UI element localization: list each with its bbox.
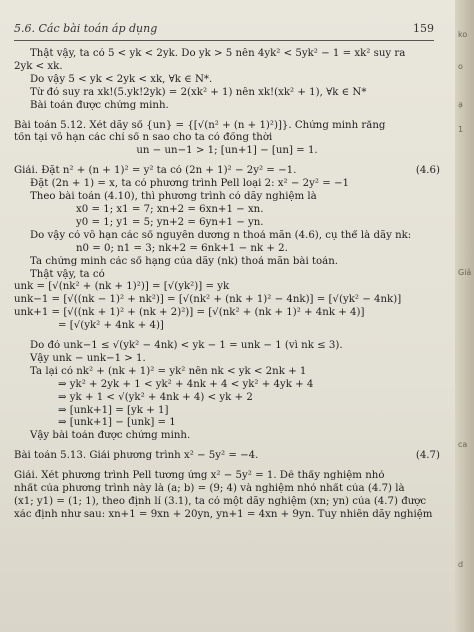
text-line: unk+1 = [√((nk + 1)² + (nk + 2)²)] = [√(nk² + (nk + 1)² + 4nk + 4)] [14, 307, 365, 319]
line-gap [14, 333, 440, 340]
text-line: Do đó unk−1 ≤ √(yk² − 4nk) < yk − 1 = unk − 1 (vì nk ≤ 3). [30, 340, 343, 352]
text-line: xác định như sau: xn+1 = 9xn + 20yn, yn+1 = 4xn + 9yn. Tuy nhiên dãy nghiệm [14, 508, 433, 520]
line-gap [14, 158, 440, 165]
text-line: Thật vậy, ta có [30, 268, 105, 280]
edge-mark: d [458, 560, 464, 569]
text-line: Ta lại có nk² + (nk + 1)² = yk² nên nk < yk < 2nk + 1 [30, 365, 307, 377]
line-gap [14, 113, 440, 120]
text-line: Bài toán 5.12. Xét dãy số {un} = {[√(n² + (n + 1)²)]}. Chứng minh rằng [14, 119, 386, 131]
section-title: 5.6. Các bài toán áp dụng [14, 22, 158, 35]
text-line: n0 = 0; n1 = 3; nk+2 = 6nk+1 − nk + 2. [76, 242, 288, 254]
text-line: Thật vậy, ta có 5 < yk < 2yk. Do yk > 5 nên 4yk² < 5yk² − 1 = xk² suy ra [30, 48, 406, 59]
text-line: = [√(yk² + 4nk + 4)] [58, 320, 164, 332]
edge-mark: ạ [458, 100, 463, 109]
text-line: ⇒ yk + 1 < √(yk² + 4nk + 4) < yk + 2 [58, 391, 253, 403]
text-line: unk = [√(nk² + (nk + 1)²)] = [√(yk²)] = yk [14, 281, 230, 293]
text-line [14, 165, 440, 178]
line-gap [14, 443, 440, 450]
line-gap [14, 463, 440, 470]
equation-tag: (4.6) [415, 165, 440, 177]
text-line: Vậy unk − unk−1 > 1. [30, 352, 146, 364]
page-header [14, 22, 434, 41]
text-line: ⇒ [unk+1] − [unk] = 1 [58, 417, 176, 429]
edge-mark: 1 [458, 125, 464, 134]
text-line: Đặt (2n + 1) = x, ta có phương trình Pell loại 2: x² − 2y² = −1 [30, 178, 350, 190]
text-line: (x1; y1) = (1; 1), theo định lí (3.1), ta có một dãy nghiệm (xn; yn) của (4.7) được [14, 496, 427, 507]
page-number: 159 [413, 22, 434, 35]
text-line [14, 450, 440, 463]
text-line: Do vậy 5 < yk < 2yk < xk, ∀k ∈ N*. [30, 73, 213, 85]
edge-mark: Giả [458, 268, 472, 277]
text-line: unk−1 = [√((nk − 1)² + nk²)] = [√(nk² + (nk + 1)² − 4nk)] = [√(yk² − 4nk)] [14, 294, 402, 306]
edge-mark: o [458, 62, 463, 71]
edge-mark: ko [458, 30, 468, 39]
page-body [14, 48, 440, 522]
text-line: Bài toán được chứng minh. [30, 99, 169, 111]
text-line: 2yk < xk. [14, 60, 63, 72]
text-line: ⇒ [unk+1] = [yk + 1] [58, 404, 169, 416]
text-line: Giải. Xét phương trình Pell tương ứng x² − 5y² = 1. Dễ thấy nghiệm nhỏ [14, 470, 385, 482]
text-line: tồn tại vô hạn các chỉ số n sao cho ta có đồng thời [14, 132, 273, 144]
line-text: Bài toán 5.13. Giải phương trình x² − 5y² = −4. [14, 450, 259, 462]
next-page-edge [455, 0, 474, 632]
edge-mark: ca [458, 440, 468, 449]
text-line: Theo bài toán (4.10), thì phương trình có dãy nghiệm là [30, 191, 317, 203]
text-line: Do vậy có vô hạn các số nguyên dương n thoả mãn (4.6), cụ thể là dãy nk: [30, 229, 412, 241]
equation-tag: (4.7) [415, 450, 440, 462]
line-text: Giải. Đặt n² + (n + 1)² = y² ta có (2n + 1)² − 2y² = −1. [14, 165, 297, 177]
text-line: x0 = 1; x1 = 7; xn+2 = 6xn+1 − xn. [76, 203, 264, 215]
text-line: Ta chứng minh các số hạng của dãy (nk) thoả mãn bài toán. [30, 255, 339, 267]
text-line: ⇒ yk² + 2yk + 1 < yk² + 4nk + 4 < yk² + 4yk + 4 [58, 378, 314, 390]
text-line: Vậy bài toán được chứng minh. [30, 430, 191, 442]
text-line: un − un−1 > 1; [un+1] − [un] = 1. [136, 145, 318, 157]
text-line: y0 = 1; y1 = 5; yn+2 = 6yn+1 − yn. [76, 216, 264, 228]
text-line: Từ đó suy ra xk!(5.yk!2yk) = 2(xk² + 1) nên xk!(xk² + 1), ∀k ∈ N* [30, 86, 367, 98]
text-line: nhất của phương trình này là (a; b) = (9; 4) và nghiệm nhỏ nhất của (4.7) là [14, 483, 405, 495]
